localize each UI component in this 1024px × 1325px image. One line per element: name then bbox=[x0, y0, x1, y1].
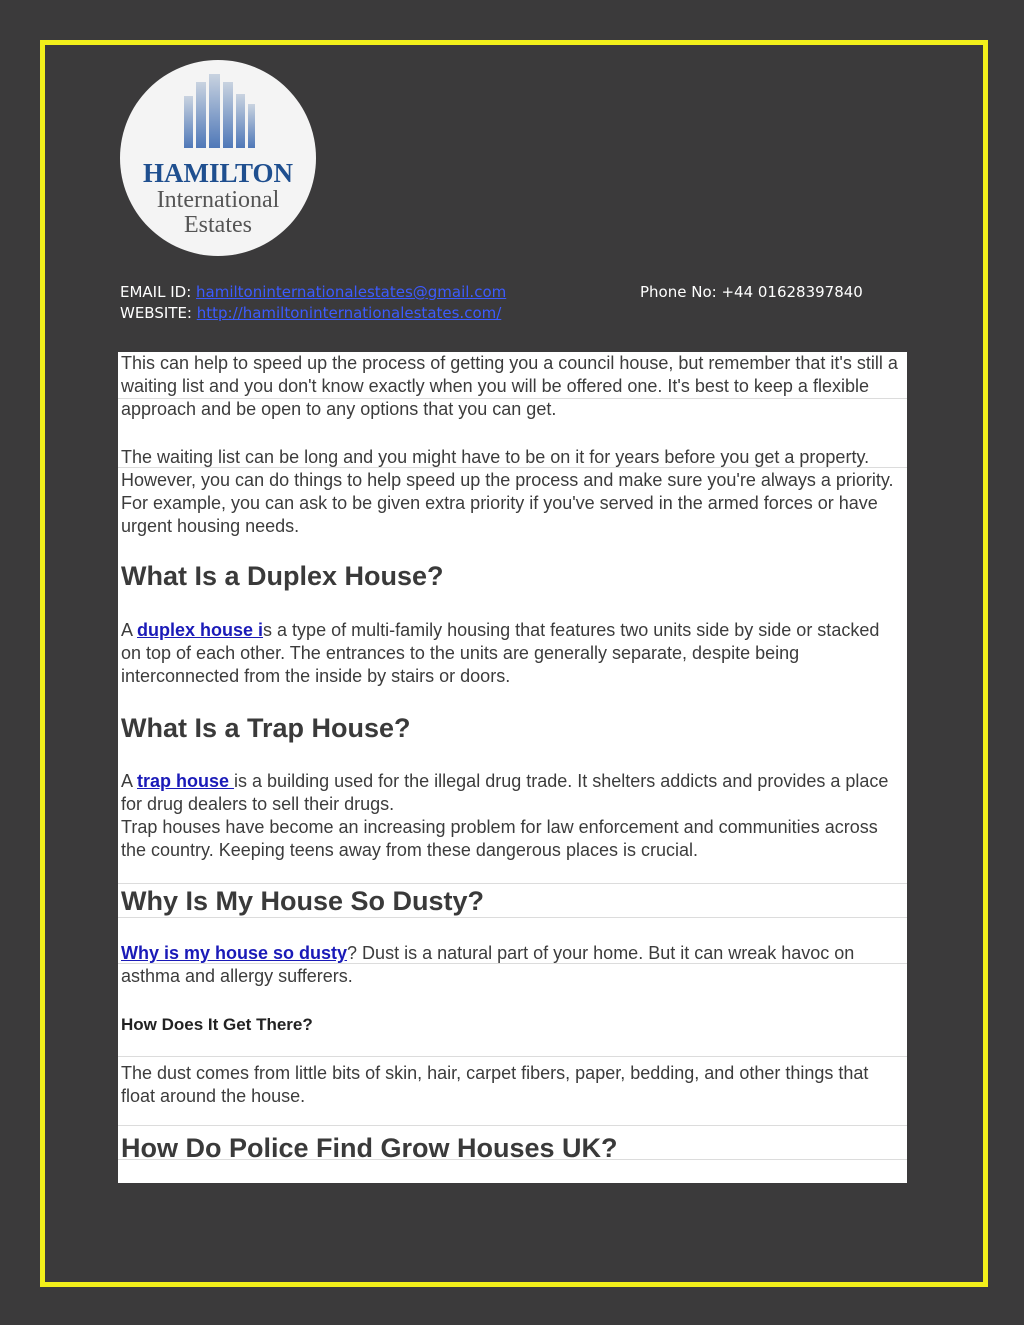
dusty-house-link[interactable]: Why is my house so dusty bbox=[121, 943, 348, 963]
duplex-prefix: A bbox=[121, 620, 138, 640]
website-row bbox=[120, 303, 910, 324]
heading-get-there: How Does It Get There? bbox=[121, 1015, 313, 1034]
company-logo bbox=[120, 60, 316, 256]
divider bbox=[118, 1056, 907, 1057]
paragraph-trap-house bbox=[121, 770, 901, 816]
trap-prefix: A bbox=[121, 771, 138, 791]
phone-number: Phone No: +44 01628397840 bbox=[640, 283, 863, 301]
heading-trap-house: What Is a Trap House? bbox=[121, 713, 411, 743]
heading-dusty-house: Why Is My House So Dusty? bbox=[121, 886, 485, 916]
logo-graphic bbox=[120, 60, 316, 256]
tower-icon bbox=[184, 74, 255, 148]
paragraph-dust-sources: The dust comes from little bits of skin, hair, carpet fibers, paper, bedding, and other things that float around the house. bbox=[121, 1063, 869, 1106]
trap-text: is a building used for the illegal drug trade. It shelters addicts and provides a place for drug dealers to sell their drugs. bbox=[121, 771, 889, 814]
dusty-text: ? Dust is a natural part of your home. But it can wreak havoc on asthma and allergy sufferers. bbox=[121, 943, 855, 986]
paragraph-council-house: This can help to speed up the process of getting you a council house, but remember that it's still a waiting list and you don't know exactly when you will be offered one. It's best to keep a flexible approach and be open to any options that you can get. bbox=[121, 353, 898, 419]
paragraph-waiting-list: The waiting list can be long and you might have to be on it for years before you get a property. However, you can do things to help speed up the process and make sure you're always a priority. For example, you can ask to be given extra priority if you've served in the armed forces or have urgent housing needs. bbox=[121, 447, 894, 536]
logo-name-line1: HAMILTON bbox=[142, 158, 294, 188]
divider bbox=[118, 1125, 907, 1126]
paragraph-duplex-house bbox=[121, 619, 901, 688]
logo-name-line2: International bbox=[156, 187, 280, 213]
divider bbox=[118, 883, 907, 884]
duplex-house-link[interactable]: duplex house i bbox=[137, 620, 264, 640]
website-label: WEBSITE: bbox=[120, 304, 197, 322]
divider bbox=[118, 917, 907, 918]
email-link[interactable]: hamiltoninternationalestates@gmail.com bbox=[196, 283, 507, 301]
website-link[interactable]: http://hamiltoninternationalestates.com/ bbox=[196, 304, 502, 322]
duplex-text: s a type of multi-family housing that features two units side by side or stacked on top of each other. The entrances to the units are generally separate, despite being interconnected from the inside by stairs or doors. bbox=[121, 620, 880, 686]
article-content bbox=[118, 352, 907, 1183]
email-label: EMAIL ID: bbox=[120, 283, 197, 301]
paragraph-dusty-house bbox=[121, 942, 901, 988]
contact-info bbox=[120, 282, 910, 324]
heading-police-grow-houses: How Do Police Find Grow Houses UK? bbox=[121, 1133, 618, 1163]
logo-name-line3: Estates bbox=[184, 212, 252, 238]
heading-duplex-house: What Is a Duplex House? bbox=[121, 561, 444, 591]
trap-house-link[interactable]: trap house bbox=[137, 771, 235, 791]
paragraph-trap-house-problem: Trap houses have become an increasing problem for law enforcement and communities across the country. Keeping teens away from these dangerous places is crucial. bbox=[121, 817, 878, 860]
